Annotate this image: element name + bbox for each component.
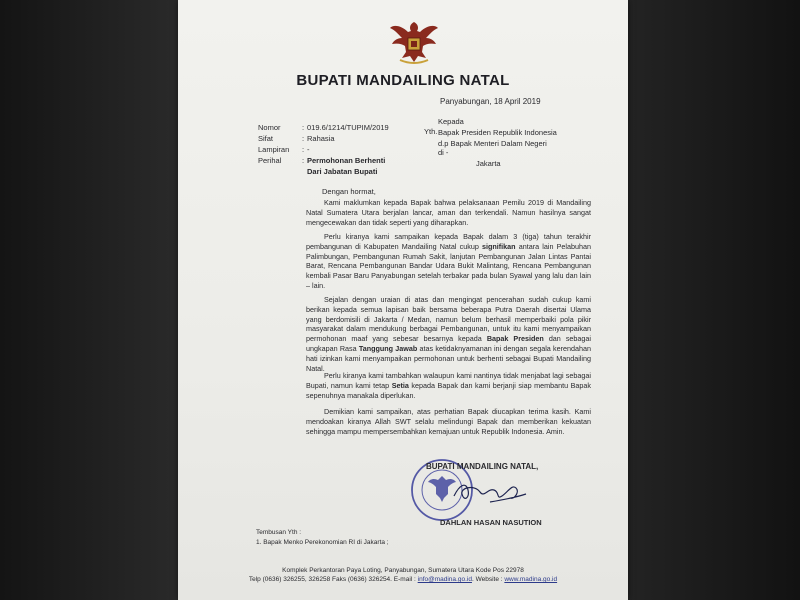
label-sifat: Sifat [258,134,274,143]
recipient-city: Jakarta [476,159,501,168]
label-lampiran: Lampiran [258,145,290,154]
paragraph-4 [306,371,591,400]
value-lampiran: - [307,145,310,154]
recipient-block [438,116,557,149]
label-perihal: Perihal [258,156,282,165]
paragraph-3-text-end: atas ketidaknyamanan ini dengan segala kerendahan hati izinkan kami menyampaikan permohonan untuk berhenti sebagai Bupati Mandailing Natal. [306,343,592,373]
value-sifat: Rahasia [307,134,335,143]
paragraph-1: Kami maklumkan kepada Bapak bahwa pelaksanaan Pemilu 2019 di Mandailing Natal Sumatera Utara berjalan lancar, aman dan terkendali. Namun hasilnya sangat mengecewakan dan tidak seperti yang diharapkan. [306,198,591,227]
salutation: Dengan hormat, [322,187,376,196]
footer-address: Komplek Perkantoran Paya Loting, Panyabungan, Sumatera Utara Kode Pos 22978 [282,567,524,574]
dark-background-right [628,0,800,600]
value-perihal-line1: Permohonan Berhenti [307,156,386,165]
colon: : [302,156,305,165]
letter-date: Panyabungan, 18 April 2019 [440,97,541,106]
recipient-line1: Bapak Presiden Republik Indonesia [438,128,557,137]
paragraph-3-bold-tanggung-jawab: Tanggung Jawab [358,343,418,353]
recipient-line2: d.p Bapak Menteri Dalam Negeri [438,139,547,148]
recipient-di: di - [438,148,449,157]
paragraph-2-bold: signifikan [482,241,516,251]
label-nomor: Nomor [258,123,281,132]
paragraph-4-text-end: kepada Bapak dan kami berjanji siap membantu Bapak sepenuhnya manakala diperlukan. [306,380,592,400]
recipient-kepada: Kepada [438,117,464,126]
footer-web-label: . Website : [471,576,503,583]
signatory-name: DAHLAN HASAN NASUTION [440,518,542,527]
paragraph-2-text-end: antara lain Pelabuhan Palimbungan, Pembangunan Rumah Sakit, lanjutan Pembangunan Jalan Lintas Pantai Barat, Rencana Pembangunan Bandar Udara Bukit Malintang, Rencana Pembangunan kembali Pasar Baru Panyabungan setelah terbakar pada bulan Syawal yang lalu dan lain – lain. [306,241,592,290]
letterhead-title: BUPATI MANDAILING NATAL [296,72,510,89]
letter-page [178,0,628,600]
carbon-copy-block [256,528,389,548]
garuda-emblem-icon [388,18,440,66]
colon: : [302,123,305,132]
paragraph-3-bold-presiden: Bapak Presiden [486,334,544,344]
handwritten-signature-icon [450,474,530,508]
meta-colons [302,122,304,166]
footer-contact [178,575,628,584]
paragraph-2-text: Perlu kiranya kami sampaikan kepada Bapak dalam 3 (tiga) tahun terakhir pembangunan di Kabupaten Mandailing Natal cukup [306,232,591,251]
paragraph-4-text: Perlu kiranya kami tambahkan walaupun kami nantinya tidak menjabat lagi sebagai Bupati, namun kami tetap [306,371,591,390]
recipient-yth: Yth. [424,127,438,136]
signatory-title: BUPATI MANDAILING NATAL, [426,462,539,471]
colon: : [302,134,305,143]
dark-background-left [0,0,178,600]
paragraph-2 [306,232,591,291]
footer-website-link[interactable]: www.madina.go.id [504,576,558,583]
paragraph-3-text: Sejalan dengan uraian di atas dan mengingat pencerahan sudah cukup kami berikan kepada semua lapisan baik bersama beberapa Putra Daerah disertai Ulama yang berdomisili di Jakarta / Medan, namun belum berhasil memperbaiki pola pikir masyarakat dalam mendukung berbagai Pembangunan, untuk itu kami menyampaikan permohonan maaf yang sebesar besarnya kepada [306,295,591,344]
meta-values [307,122,389,177]
paragraph-3-text-mid: dan sebagai ungkapan Rasa [306,334,592,353]
value-perihal-line2: Dari Jabatan Bupati [307,167,378,176]
cc-item: 1. Bapak Menko Perekonomian RI di Jakarta ; [256,539,389,546]
colon: : [302,145,305,154]
paragraph-3 [306,295,591,373]
footer-tel: Telp (0636) 326255, 326258 Faks (0636) 326254. E-mail : [248,576,416,583]
paragraph-5: Demikian kami sampaikan, atas perhatian Bapak diucapkan terima kasih. Kami mendoakan kiranya Allah SWT selalu melindungi Bapak dan memberikan kekuatan sehingga mampu mempersembahkan kemajuan untuk Republik Indonesia. Amin. [306,407,591,436]
value-nomor: 019.6/1214/TUPIM/2019 [307,123,389,132]
footer-email-link[interactable]: info@madina.go.id [417,576,472,583]
meta-labels [258,122,289,166]
cc-heading: Tembusan Yth : [256,529,302,536]
paragraph-4-bold-setia: Setia [391,380,409,390]
